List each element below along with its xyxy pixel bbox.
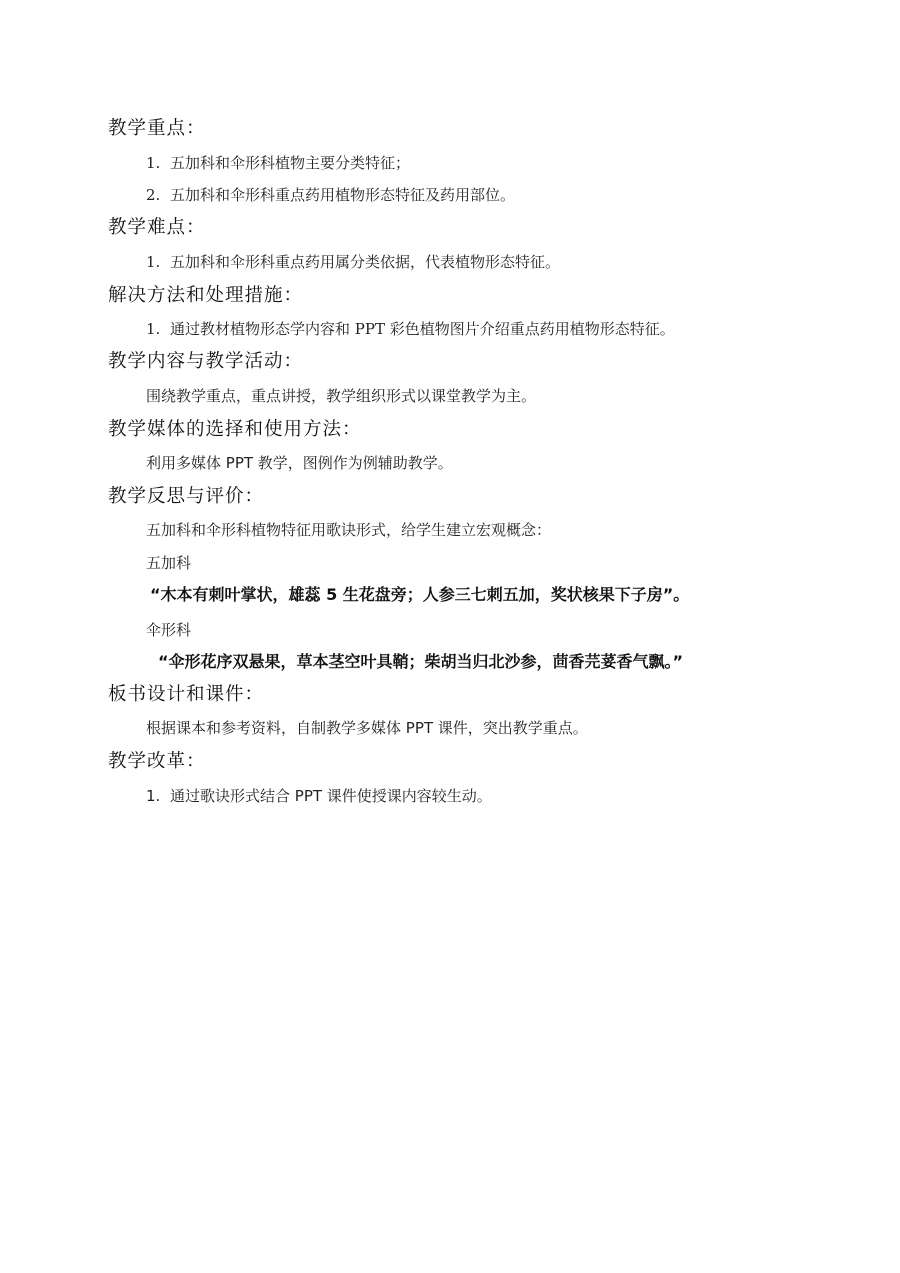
reflection-intro: 五加科和伞形科植物特征用歌诀形式，给学生建立宏观概念： xyxy=(146,521,552,539)
heading-reflection: 教学反思与评价： xyxy=(108,486,265,507)
content-activities-text: 围绕教学重点，重点讲授，教学组织形式以课堂教学为主。 xyxy=(146,387,537,405)
verse-apiaceae: “伞形花序双悬果，草本茎空叶具鞘；柴胡当归北沙参，茴香芫荽香气飘。” xyxy=(158,652,684,671)
heading-solutions: 解决方法和处理措施： xyxy=(108,285,304,306)
item-text: 通过教材植物形态学内容和 PPT 彩色植物图片介绍重点药用植物形态特征。 xyxy=(170,320,675,338)
heading-board-design: 板书设计和课件： xyxy=(108,684,265,705)
heading-media: 教学媒体的选择和使用方法： xyxy=(108,419,362,440)
item-number: 1. xyxy=(146,320,161,338)
solution-item-1 xyxy=(146,322,675,337)
difficulty-item-1 xyxy=(146,255,560,270)
board-design-text: 根据课本和参考资料，自制教学多媒体 PPT 课件，突出教学重点。 xyxy=(146,719,588,737)
heading-difficulties: 教学难点： xyxy=(108,217,206,238)
reform-item-1 xyxy=(146,789,492,804)
key-point-item-2 xyxy=(146,188,515,203)
family-name-araliaceae: 五加科 xyxy=(146,554,192,572)
item-number: 1. xyxy=(146,253,161,271)
media-text: 利用多媒体 PPT 教学，图例作为例辅助教学。 xyxy=(146,454,453,472)
item-number: 1. xyxy=(146,154,161,172)
verse-araliaceae: “木本有刺叶掌状，雄蕊 5 生花盘旁；人参三七刺五加，奖状核果下子房”。 xyxy=(150,585,690,604)
item-number: 2. xyxy=(146,186,161,204)
item-text: 五加科和伞形科重点药用属分类依据，代表植物形态特征。 xyxy=(170,253,561,271)
heading-key-points: 教学重点： xyxy=(108,118,206,139)
item-text: 五加科和伞形科植物主要分类特征； xyxy=(170,154,411,172)
item-number: 1. xyxy=(146,787,161,805)
item-text: 五加科和伞形科重点药用植物形态特征及药用部位。 xyxy=(170,186,516,204)
key-point-item-1 xyxy=(146,156,410,171)
heading-reform: 教学改革： xyxy=(108,751,206,772)
heading-content-activities: 教学内容与教学活动： xyxy=(108,351,304,372)
family-name-apiaceae: 伞形科 xyxy=(146,621,192,639)
item-text: 通过歌诀形式结合 PPT 课件使授课内容较生动。 xyxy=(170,787,492,805)
